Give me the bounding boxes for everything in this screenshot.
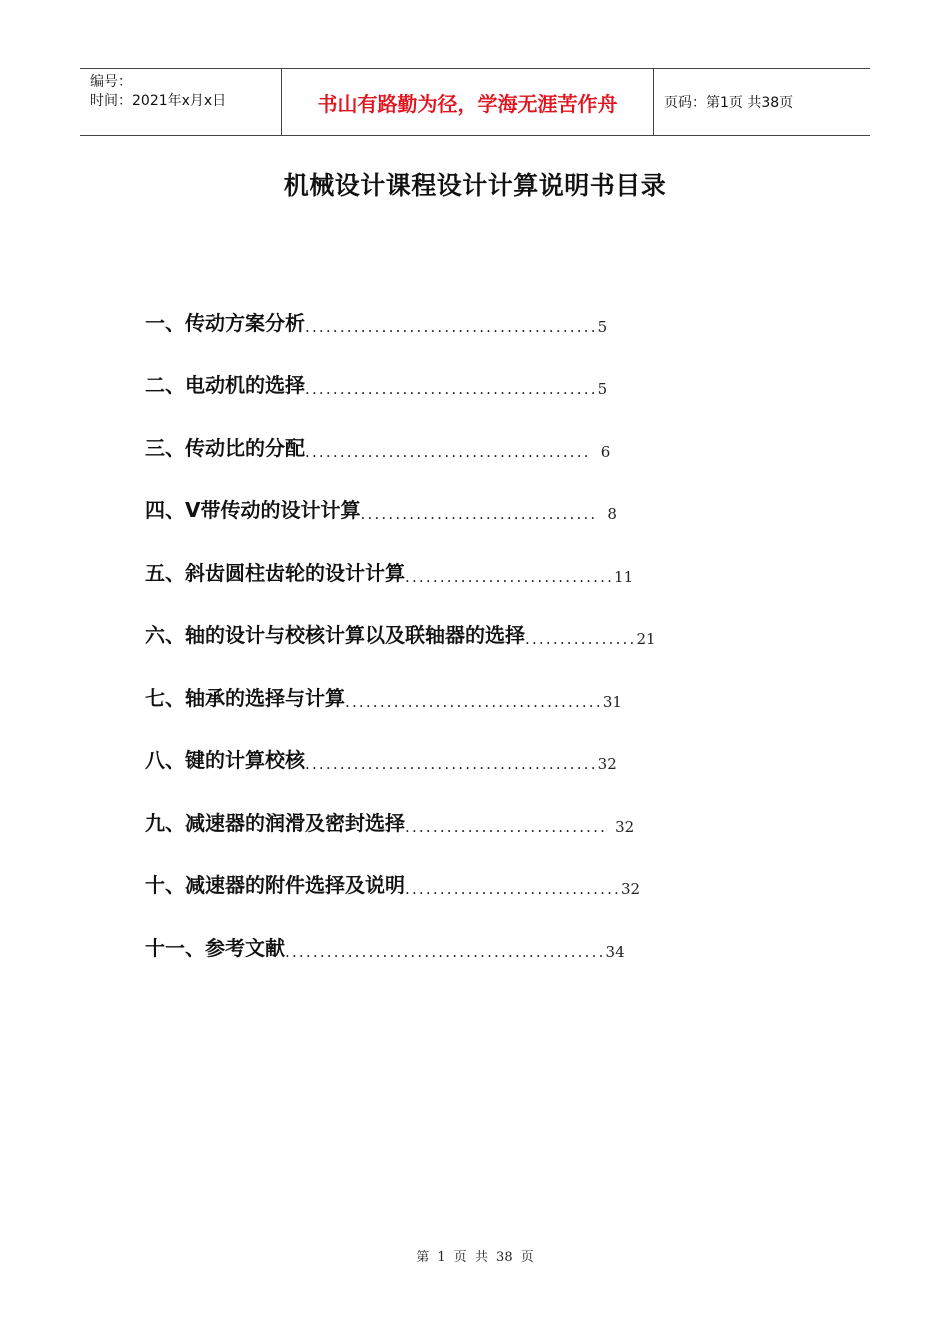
time-label: 时间：2021年x月x日 xyxy=(90,93,227,109)
toc-item-page: 21 xyxy=(636,630,656,648)
toc-item-label: 三、传动比的分配 xyxy=(145,436,305,460)
page-footer: 第 1 页 共 38 页 xyxy=(416,1250,534,1265)
toc-item-label: 四、V带传动的设计计算 xyxy=(145,498,361,522)
toc-item-page: 5 xyxy=(597,318,608,336)
toc-item[interactable] xyxy=(145,868,640,898)
toc-item[interactable] xyxy=(145,306,607,336)
toc-item-label: 二、电动机的选择 xyxy=(145,373,305,397)
toc-item-page: 31 xyxy=(602,693,622,711)
toc-item-leader: .......................................... xyxy=(305,380,598,398)
toc-item-leader: ............................... xyxy=(405,880,622,898)
toc-item-leader: .......................................... xyxy=(305,318,598,336)
page-header xyxy=(80,68,870,136)
toc-item-leader: .................................. xyxy=(360,505,598,523)
code-label: 编号： xyxy=(90,74,132,90)
toc-item-page: 11 xyxy=(614,568,634,586)
toc-item[interactable] xyxy=(145,368,607,398)
toc-item-page: 6 xyxy=(600,443,611,461)
toc-item-leader: ..................................... xyxy=(345,693,603,711)
toc-item[interactable] xyxy=(145,431,610,461)
toc-item-leader: ............................. xyxy=(405,818,608,836)
toc-item[interactable] xyxy=(145,931,625,961)
toc-item[interactable] xyxy=(145,743,617,773)
toc-item-page: 32 xyxy=(615,818,635,836)
toc-item-label: 六、轴的设计与校核计算以及联轴器的选择 xyxy=(145,623,525,647)
toc-item-label: 九、减速器的润滑及密封选择 xyxy=(145,811,405,835)
toc-item-leader: .............................. xyxy=(405,568,615,586)
header-meta xyxy=(80,69,282,135)
toc-item-label: 十、减速器的附件选择及说明 xyxy=(145,873,405,897)
toc-item-label: 五、斜齿圆柱齿轮的设计计算 xyxy=(145,561,405,585)
header-motto: 书山有路勤为径，学海无涯苦作舟 xyxy=(282,69,654,135)
header-page-info: 页码：第1页 共38页 xyxy=(664,95,794,111)
toc-item[interactable] xyxy=(145,493,617,523)
toc-item-page: 34 xyxy=(605,943,625,961)
toc-item-page: 8 xyxy=(607,505,617,523)
document-title: 机械设计课程设计计算说明书目录 xyxy=(283,171,667,200)
toc-item-leader: ......................................... xyxy=(305,443,591,461)
toc-item-page: 5 xyxy=(597,380,608,398)
toc-item[interactable] xyxy=(145,806,634,836)
toc-item[interactable] xyxy=(145,556,633,586)
toc-item[interactable] xyxy=(145,681,622,711)
toc-item[interactable] xyxy=(145,618,656,648)
toc-item-label: 八、键的计算校核 xyxy=(145,748,305,772)
toc-item-label: 一、传动方案分析 xyxy=(145,311,305,335)
toc-item-leader: .......................................... xyxy=(305,755,598,773)
toc-item-leader: .............................................. xyxy=(285,943,606,961)
toc-item-page: 32 xyxy=(597,755,617,773)
toc-item-label: 七、轴承的选择与计算 xyxy=(145,686,345,710)
toc-item-page: 32 xyxy=(621,880,641,898)
toc-item-leader: ................ xyxy=(525,630,637,648)
toc-item-label: 十一、参考文献 xyxy=(145,936,285,960)
